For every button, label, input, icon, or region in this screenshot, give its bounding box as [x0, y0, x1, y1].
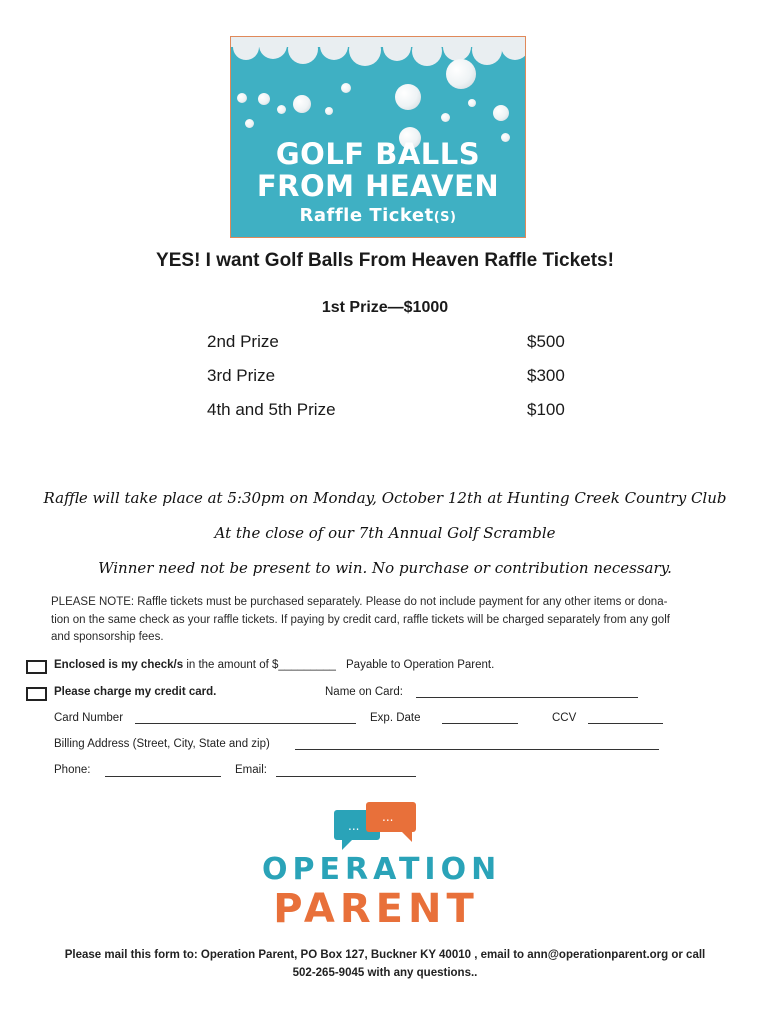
golf-ball-icon — [325, 107, 333, 115]
golf-ball-icon — [446, 59, 476, 89]
mailing-instructions — [0, 946, 770, 982]
golf-ball-icon — [395, 84, 421, 110]
check-label: Enclosed is my check/s — [54, 659, 184, 671]
golf-ball-icon — [245, 119, 254, 128]
event-details-line: Raffle will take place at 5:30pm on Monday, October 12th at Hunting Creek Country Club — [43, 489, 727, 507]
check-amount-field[interactable]: in the amount of $_________ — [183, 659, 336, 671]
page-headline: YES! I want Golf Balls From Heaven Raffle Tickets! — [156, 250, 614, 271]
check-payment-text — [54, 659, 336, 671]
prize-amount: $100 — [527, 400, 565, 419]
golf-ball-icon — [293, 95, 311, 113]
event-details-line: Winner need not be present to win. No purchase or contribution necessary. — [98, 559, 672, 577]
card-number-field[interactable] — [135, 723, 356, 724]
prize-label: 3rd Prize — [207, 366, 276, 385]
name-on-card-label: Name on Card: — [325, 686, 403, 698]
billing-address-field[interactable] — [295, 749, 659, 750]
banner-subtitle-suffix: (S) — [433, 210, 457, 225]
prize-label: 4th and 5th Prize — [207, 400, 336, 419]
ccv-label: CCV — [552, 712, 577, 724]
golf-ball-icon — [493, 105, 509, 121]
exp-date-field[interactable] — [442, 723, 518, 724]
golf-ball-icon — [237, 93, 247, 103]
golf-ball-icon — [277, 105, 286, 114]
credit-card-checkbox[interactable] — [26, 687, 47, 701]
note-line: PLEASE NOTE: Raffle tickets must be purchased separately. Please do not include payment for any other items or dona- — [51, 596, 668, 608]
raffle-banner — [230, 36, 526, 238]
prize-amount: $300 — [527, 366, 565, 385]
note-line: tion on the same check as your raffle tickets. If paying by credit card, raffle tickets will be charged separately from any golf — [51, 613, 670, 626]
ccv-field[interactable] — [588, 723, 663, 724]
banner-title-line2: FROM HEAVEN — [256, 169, 500, 203]
exp-date-label: Exp. Date — [370, 712, 421, 724]
prize-amount: $500 — [527, 332, 565, 351]
payable-text: Payable to Operation Parent. — [346, 659, 495, 671]
logo-word-parent: PARENT — [273, 886, 479, 932]
footer-line: 502-265-9045 with any questions.. — [292, 967, 478, 979]
bubble-dots: ... — [348, 819, 360, 833]
phone-field[interactable] — [105, 776, 221, 777]
billing-address-label: Billing Address (Street, City, State and zip) — [54, 738, 270, 750]
credit-card-label: Please charge my credit card. — [54, 686, 217, 698]
golf-ball-icon — [258, 93, 270, 105]
email-label: Email: — [235, 764, 267, 776]
golf-ball-icon — [441, 113, 450, 122]
first-prize: 1st Prize—$1000 — [321, 299, 449, 316]
please-note — [51, 594, 727, 647]
golf-ball-icon — [468, 99, 476, 107]
bubble-dots: ... — [382, 810, 394, 824]
operation-parent-logo — [262, 800, 502, 932]
event-details-line: At the close of our 7th Annual Golf Scramble — [214, 524, 556, 542]
note-line: and sponsorship fees. — [51, 631, 164, 643]
clouds-graphic — [231, 37, 525, 77]
banner-subtitle — [231, 205, 525, 226]
phone-label: Phone: — [54, 764, 91, 776]
card-number-label: Card Number — [54, 712, 124, 724]
email-field[interactable] — [276, 776, 416, 777]
logo-word-operation: OPERATION — [262, 852, 502, 887]
footer-line: Please mail this form to: Operation Parent, PO Box 127, Buckner KY 40010 , email to ann@operationparent.org or call — [64, 949, 706, 961]
banner-title-line1: GOLF BALLS — [275, 137, 481, 171]
check-payment-checkbox[interactable] — [26, 660, 47, 674]
name-on-card-field[interactable] — [416, 697, 638, 698]
speech-bubbles-icon — [262, 800, 490, 856]
prize-label: 2nd Prize — [207, 332, 279, 351]
banner-subtitle-text: Raffle Ticket — [299, 205, 434, 226]
golf-ball-icon — [341, 83, 351, 93]
